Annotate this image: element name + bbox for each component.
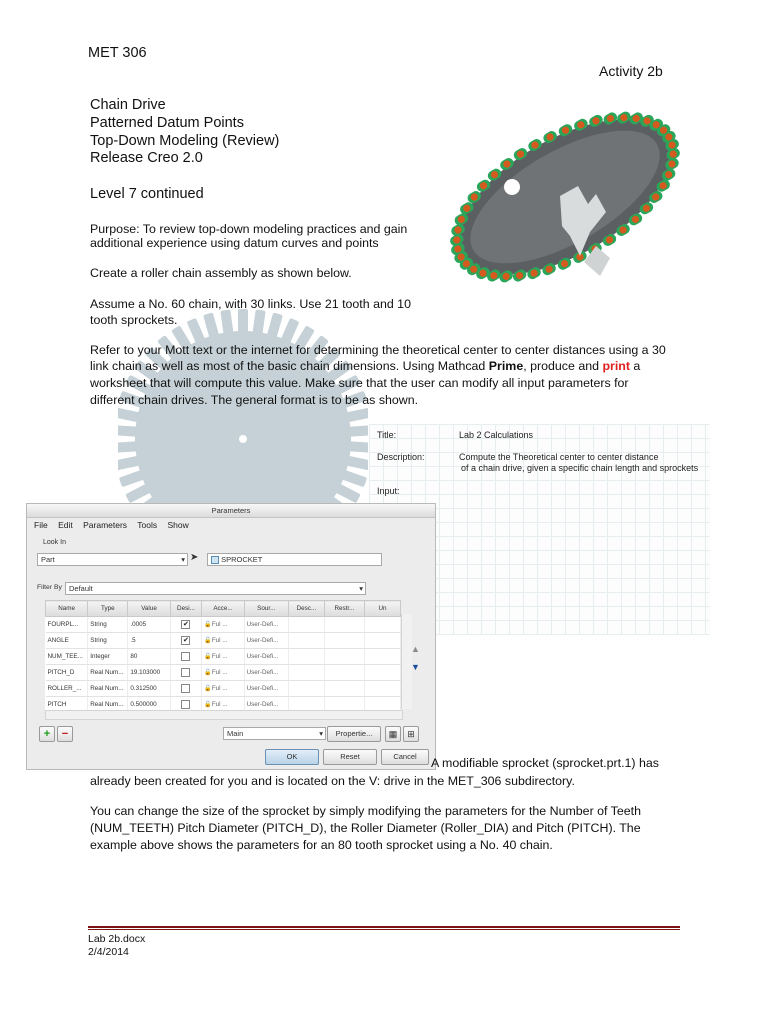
col-type[interactable]: Type [88,601,128,617]
mcad-title-value: Lab 2 Calculations [459,430,534,440]
param-value[interactable]: .5 [128,633,170,649]
remove-parameter-button[interactable]: − [57,726,73,742]
properties-button[interactable]: Propertie... [327,726,381,742]
param-unit[interactable] [365,665,401,681]
lock-icon: 🔓 [204,702,212,708]
param-type[interactable]: Integer [88,649,128,665]
refer-line2: link chain as well as most of the basic chain dimensions. Using Mathcad Prime, produce and print a [90,359,641,373]
col-access[interactable]: Acce... [202,601,244,617]
param-description[interactable] [288,649,324,665]
menu-tools[interactable]: Tools [137,520,158,530]
parameters-table [45,600,401,713]
horizontal-scrollbar[interactable] [45,710,403,720]
dialog-title: Parameters [27,504,435,518]
chain-drive-illustration [420,86,710,308]
course-code: MET 306 [88,45,147,61]
param-access[interactable]: 🔓Ful ... [202,633,244,649]
modifiable-line2: already been created for you and is located on the V: drive in the MET_306 subdirectory. [90,774,575,788]
menu-parameters[interactable]: Parameters [83,520,128,530]
lock-icon: 🔓 [204,622,212,628]
param-access[interactable]: 🔓Ful ... [202,665,244,681]
main-select[interactable]: Main ▾ [223,727,326,740]
assume-line2: tooth sprockets. [90,313,178,327]
look-in-select[interactable]: Part ▾ [37,553,188,566]
designate-checkbox[interactable] [181,668,190,677]
param-name[interactable]: PITCH [46,697,88,713]
param-name[interactable]: ROLLER_... [46,681,88,697]
footer-rule [88,926,680,928]
refer-line3: worksheet that will compute this value. Make sure that the user can modify all input parameters for [90,376,629,390]
change-line3: example above shows the parameters for an 80 tooth sprocket using a No. 40 chain. [90,838,553,852]
param-designate[interactable] [170,633,202,649]
mcad-title-label: Title: [377,430,397,440]
param-unit[interactable] [365,633,401,649]
dialog-menubar [27,518,435,532]
parameters-dialog [26,503,436,770]
param-source[interactable]: User-Defi... [244,617,288,633]
lock-icon: 🔓 [204,638,212,644]
assume-line1: Assume a No. 60 chain, with 30 links. Use 21 tooth and 10 [90,297,411,311]
ok-button[interactable]: OK [265,749,319,765]
param-type[interactable]: String [88,617,128,633]
param-designate[interactable] [170,681,202,697]
reset-button[interactable]: Reset [323,749,377,765]
refer-line1: Refer to your Mott text or the internet for determining the theoretical center to center distances using a 30 [90,343,666,357]
table-row[interactable] [46,665,401,681]
table-header-row [46,601,401,617]
move-up-icon[interactable]: ▲ [411,644,420,654]
col-restricted[interactable]: Restr... [324,601,364,617]
param-access[interactable]: 🔓Ful ... [202,649,244,665]
param-type[interactable]: Real Num... [88,697,128,713]
param-unit[interactable] [365,617,401,633]
binoculars-icon[interactable]: ⊞ [403,726,419,742]
param-designate[interactable] [170,649,202,665]
mcad-input-label: Input: [377,486,400,496]
designate-checkbox[interactable] [181,684,190,693]
menu-edit[interactable]: Edit [58,520,73,530]
param-name[interactable]: PITCH_D [46,665,88,681]
param-restricted[interactable] [324,617,364,633]
param-value[interactable]: 19.103000 [128,665,170,681]
lock-icon: 🔓 [204,654,212,660]
param-type[interactable]: Real Num... [88,665,128,681]
filter-select[interactable]: Default ▾ [65,582,366,595]
prime-word: Prime [488,359,524,373]
col-description[interactable]: Desc... [288,601,324,617]
param-name[interactable]: FOURPL... [46,617,88,633]
param-description[interactable] [288,681,324,697]
chevron-down-icon: ▾ [319,729,323,738]
param-value[interactable]: 0.500000 [128,697,170,713]
param-source[interactable]: User-Defi... [244,697,288,713]
param-access[interactable]: 🔓Ful ... [202,697,244,713]
menu-file[interactable]: File [34,520,48,530]
menu-show[interactable]: Show [167,520,189,530]
param-source[interactable]: User-Defi... [244,681,288,697]
doc-title-line1: Chain Drive [90,97,166,113]
param-designate[interactable] [170,617,202,633]
filter-by-label: Filter By [37,584,62,591]
col-source[interactable]: Sour... [244,601,288,617]
footer-rule-thin [88,929,680,930]
doc-title-line2: Patterned Datum Points [90,115,244,131]
move-down-icon[interactable]: ▼ [411,662,420,672]
designate-checkbox[interactable]: ✔ [183,637,189,644]
create-paragraph: Create a roller chain assembly as shown below. [90,266,352,280]
activity-label: Activity 2b [599,63,663,79]
table-row[interactable] [46,649,401,665]
lock-icon: 🔓 [204,670,212,676]
mcad-description-label: Description: [377,452,425,462]
doc-title-line4: Release Creo 2.0 [90,150,203,166]
param-value[interactable]: .0005 [128,617,170,633]
footer-date: 2/4/2014 [88,946,129,958]
look-in-label: Look In [43,539,66,546]
param-designate[interactable] [170,665,202,681]
param-name[interactable]: NUM_TEE... [46,649,88,665]
param-description[interactable] [288,617,324,633]
cancel-button[interactable]: Cancel [381,749,429,765]
param-restricted[interactable] [324,681,364,697]
doc-title-line3: Top-Down Modeling (Review) [90,133,280,149]
param-restricted[interactable] [324,665,364,681]
param-value[interactable]: 80 [128,649,170,665]
part-icon [211,556,219,564]
designate-checkbox[interactable] [181,700,190,709]
designate-checkbox[interactable] [181,652,190,661]
col-unit[interactable]: Un [365,601,401,617]
mcad-description-line1: Compute the Theoretical center to center distance [459,452,659,462]
param-unit[interactable] [365,649,401,665]
param-source[interactable]: User-Defi... [244,649,288,665]
param-restricted[interactable] [324,649,364,665]
col-value[interactable]: Value [128,601,170,617]
col-designate[interactable]: Desi... [170,601,202,617]
param-type[interactable]: String [88,633,128,649]
param-source[interactable]: User-Defi... [244,633,288,649]
modifiable-line1: A modifiable sprocket (sprocket.prt.1) has [431,756,659,770]
change-line2: (NUM_TEETH) Pitch Diameter (PITCH_D), the Roller Diameter (Roller_DIA) and Pitch (PITCH). The [90,821,641,835]
print-word: print [602,359,630,373]
param-name[interactable]: ANGLE [46,633,88,649]
param-unit[interactable] [365,681,401,697]
param-description[interactable] [288,633,324,649]
param-description[interactable] [288,665,324,681]
param-access[interactable]: 🔓Ful ... [202,617,244,633]
table-row[interactable] [46,633,401,649]
level-heading: Level 7 continued [90,186,204,202]
table-row[interactable] [46,681,401,697]
param-restricted[interactable] [324,633,364,649]
param-value[interactable]: 0.312500 [128,681,170,697]
designate-checkbox[interactable]: ✔ [183,621,189,628]
chevron-down-icon: ▾ [181,555,185,564]
add-parameter-button[interactable]: + [39,726,55,742]
footer-filename: Lab 2b.docx [88,933,146,945]
purpose-line1: Purpose: To review top-down modeling practices and gain [90,222,408,236]
table-row[interactable] [46,617,401,633]
chevron-down-icon: ▾ [359,584,363,593]
refer-line4: different chain drives. The general format is to be as shown. [90,393,419,407]
pointer-icon[interactable]: ➤ [190,552,199,563]
change-line1: You can change the size of the sprocket by simply modifying the parameters for the Number of Teeth [90,804,641,818]
col-name[interactable]: Name [46,601,88,617]
mcad-description-line2: of a chain drive, given a specific chain length and sprockets [461,463,699,473]
lock-icon: 🔓 [204,686,212,692]
param-source[interactable]: User-Defi... [244,665,288,681]
param-type[interactable]: Real Num... [88,681,128,697]
param-access[interactable]: 🔓Ful ... [202,681,244,697]
sprocket-selector[interactable]: SPROCKET [207,553,382,566]
table-view-icon[interactable]: ▦ [385,726,401,742]
purpose-line2: additional experience using datum curves and points [90,236,379,250]
